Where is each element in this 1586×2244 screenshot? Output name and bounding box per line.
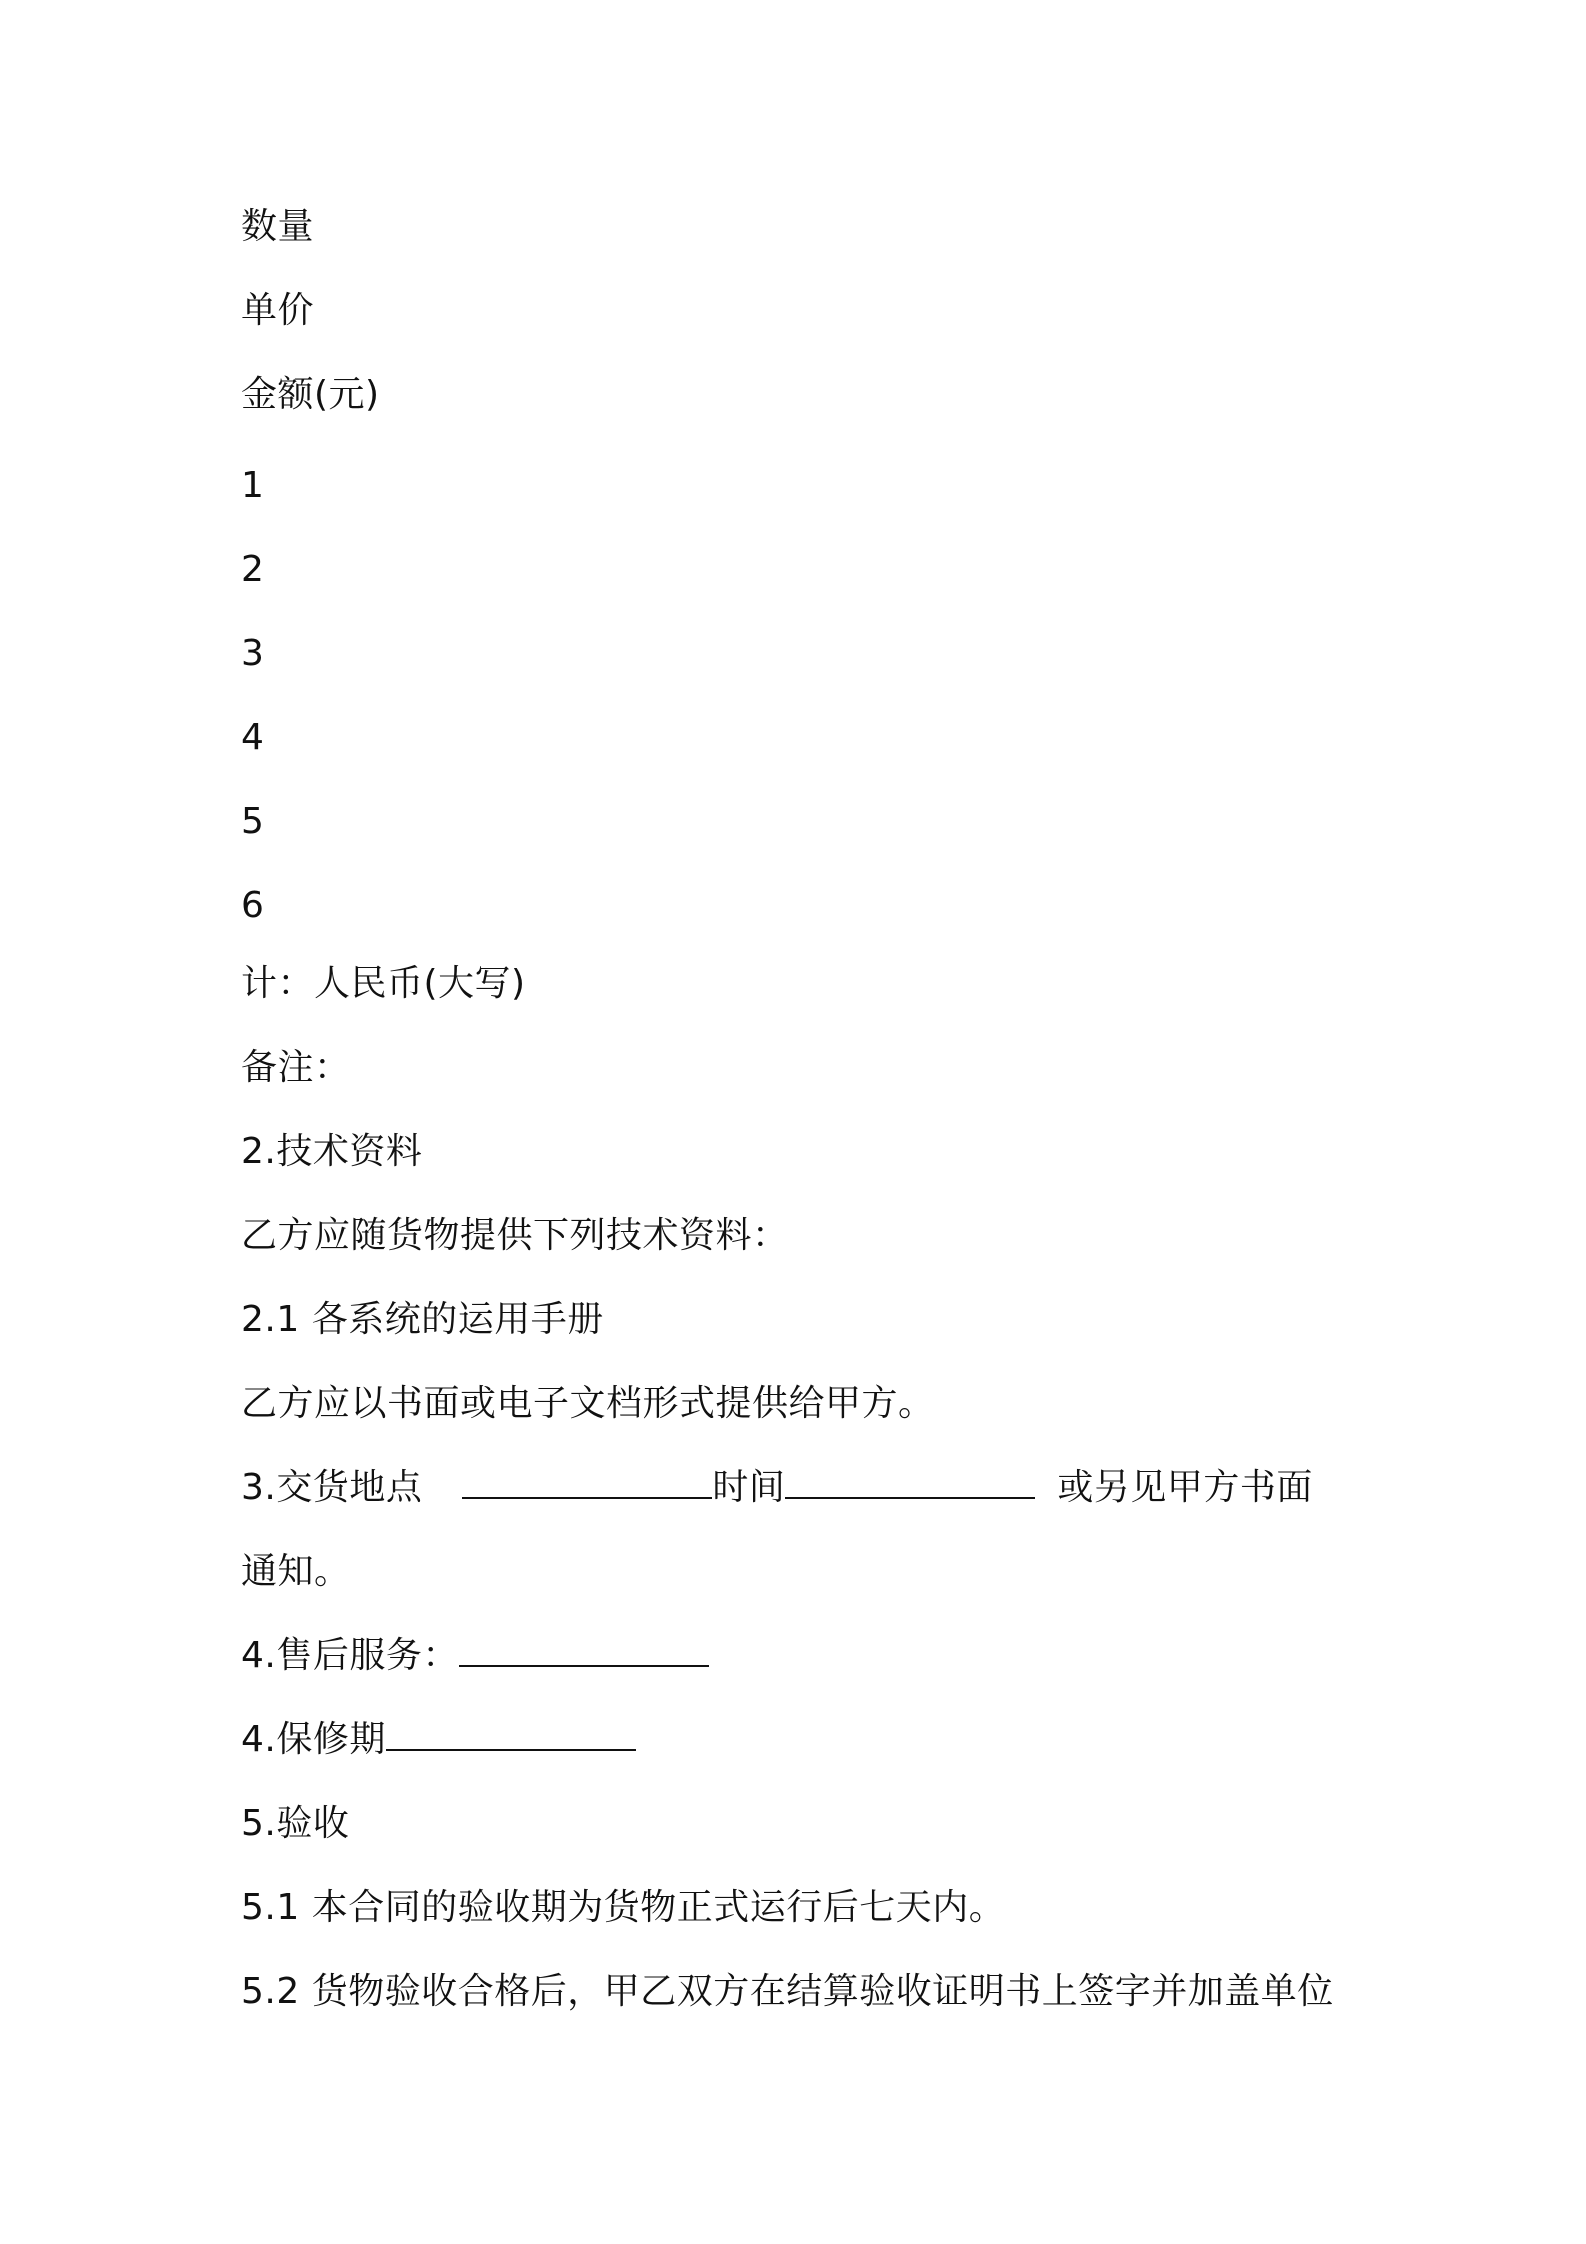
row-number-6: 6 [241, 885, 265, 926]
row-number-3: 3 [241, 633, 265, 674]
delivery-location-label: 3.交货地点 [241, 1467, 423, 1508]
label-unit-price: 单价 [241, 290, 315, 331]
row-number-1: 1 [241, 465, 265, 506]
delivery-location-blank [462, 1467, 712, 1499]
after-sales-line [241, 1634, 709, 1678]
paragraph-technical-docs-intro: 乙方应随货物提供下列技术资料： [241, 1215, 789, 1256]
delivery-time-blank [785, 1467, 1035, 1499]
paragraph-delivery-format: 乙方应以书面或电子文档形式提供给甲方。 [241, 1383, 935, 1424]
paragraph-acceptance-period: 5.1 本合同的验收期为货物正式运行后七天内。 [241, 1887, 1006, 1928]
warranty-line [241, 1718, 636, 1762]
after-sales-label: 4.售后服务： [241, 1635, 459, 1676]
delivery-alt-notice-text: 或另见甲方书面 [1057, 1467, 1313, 1508]
row-number-5: 5 [241, 801, 265, 842]
remarks-line: 备注： [241, 1047, 351, 1088]
label-amount: 金额(元) [241, 374, 380, 415]
delivery-location-line [241, 1466, 1313, 1510]
warranty-blank [386, 1719, 636, 1751]
label-quantity: 数量 [241, 206, 315, 247]
after-sales-blank [459, 1635, 709, 1667]
paragraph-system-manuals: 2.1 各系统的运用手册 [241, 1299, 604, 1340]
total-rmb-line: 计：人民币(大写) [241, 963, 526, 1004]
paragraph-acceptance-certificate: 5.2 货物验收合格后，甲乙双方在结算验收证明书上签字并加盖单位 [241, 1971, 1334, 2012]
delivery-notice-continuation: 通知。 [241, 1551, 351, 1592]
section-heading-technical-docs: 2.技术资料 [241, 1131, 423, 1172]
row-number-2: 2 [241, 549, 265, 590]
warranty-label: 4.保修期 [241, 1719, 386, 1760]
delivery-time-label: 时间 [712, 1467, 786, 1508]
row-number-4: 4 [241, 717, 265, 758]
section-heading-acceptance: 5.验收 [241, 1803, 350, 1844]
